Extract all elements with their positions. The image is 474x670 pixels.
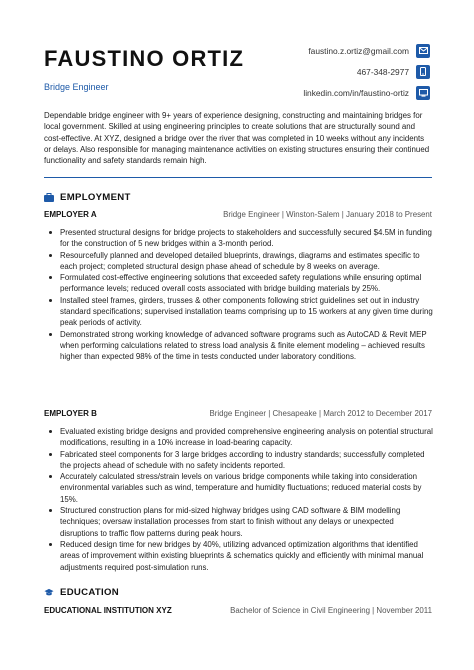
employer-a-meta: Bridge Engineer | Winston-Salem | January 2018 to Present (223, 210, 432, 219)
section-divider (44, 177, 432, 178)
list-item: Presented structural designs for bridge projects to stakeholders and successfully secured $4.5M in funding for the construction of 5 new bridges within a 3-month period. (44, 227, 434, 250)
employer-b-header (44, 409, 432, 418)
contact-linkedin-row (210, 82, 430, 103)
list-item: Installed steel frames, girders, trusses & other components following strict guidelines set out in industry standard specifications; supervised installation teams comprising up to 15 workers at any given time during peak periods of activity. (44, 295, 434, 329)
contact-block (210, 40, 430, 103)
candidate-name: FAUSTINO ORTIZ (44, 46, 245, 71)
employment-title: EMPLOYMENT (60, 192, 131, 203)
list-item: Reduced design time for new bridges by 40%, utilizing advanced optimization algorithms that identified areas of improvement within existing blueprints & schematics quickly and efficiently with minimal manual adjustments required post-simulation runs. (44, 539, 434, 573)
employer-b-name: EMPLOYER B (44, 409, 97, 418)
phone-icon (416, 65, 430, 79)
list-item: Resourcefully planned and developed detailed blueprints, drawings, diagrams and estimates specific to each project; completed structural design phase ahead of schedule by 8 weeks on average. (44, 250, 434, 273)
education-title: EDUCATION (60, 587, 120, 598)
contact-email-row (210, 40, 430, 61)
list-item: Accurately calculated stress/strain levels on various bridge components while taking into consideration environmental variables such as wind, temperature and humidity fluctuations; reduced material costs by 15%. (44, 471, 434, 505)
list-item: Formulated cost-effective engineering solutions that exceeded safety regulations while ensuring optimal performance levels; reduced overall costs associated with bridge building materials by 25%. (44, 272, 434, 295)
employer-b-bullets (44, 426, 434, 573)
graduation-cap-icon (44, 588, 54, 598)
list-item: Demonstrated strong working knowledge of advanced software programs such as AutoCAD & Revit MEP when performing calculations related to stress load analysis & finite element modeling – achieved results higher than expected 98% of the time in tests conducted under laboratory conditions. (44, 329, 434, 363)
employer-a-bullets (44, 227, 434, 363)
list-item: Fabricated steel components for 3 large bridges according to industry standards; successfully completed the projects ahead of schedule with no safety incidents reported. (44, 449, 434, 472)
email-text: faustino.z.ortiz@gmail.com (308, 45, 409, 56)
institution-name: EDUCATIONAL INSTITUTION XYZ (44, 606, 172, 615)
contact-phone-row (210, 61, 430, 82)
employer-a-header (44, 210, 432, 219)
employer-a-name: EMPLOYER A (44, 210, 97, 219)
list-item: Evaluated existing bridge designs and provided comprehensive engineering analysis on potential structural modifications, resulting in a 10% increase in load-bearing capacity. (44, 426, 434, 449)
email-icon (416, 44, 430, 58)
phone-text: 467-348-2977 (356, 66, 409, 77)
linkedin-icon (416, 86, 430, 100)
education-heading (44, 587, 119, 598)
professional-summary: Dependable bridge engineer with 9+ years of experience designing, constructing and maintaining bridges for local government. Skilled at using engineering principles to create solutions that are structurally sound and cost-effective. At XYZ, designed a bridge over the river that was completed in 10 weeks without any incidents or delays. Also responsible for managing maintenance activities on existing structures ensuring their continued functionality and safety standards remain high. (44, 111, 430, 166)
employer-b-meta: Bridge Engineer | Chesapeake | March 2012 to December 2017 (209, 409, 432, 418)
job-title: Bridge Engineer (44, 82, 109, 92)
linkedin-text: linkedin.com/in/faustino-ortiz (303, 87, 409, 98)
list-item: Structured construction plans for mid-sized highway bridges using CAD software & BIM modelling techniques; oversaw installation processes from start to finish without any delays or unexpected disruptions to traffic flow patterns during peak hours. (44, 505, 434, 539)
employment-heading (44, 192, 131, 203)
education-entry (44, 606, 432, 615)
degree-meta: Bachelor of Science in Civil Engineering | November 2011 (230, 606, 432, 615)
briefcase-icon (44, 193, 54, 203)
